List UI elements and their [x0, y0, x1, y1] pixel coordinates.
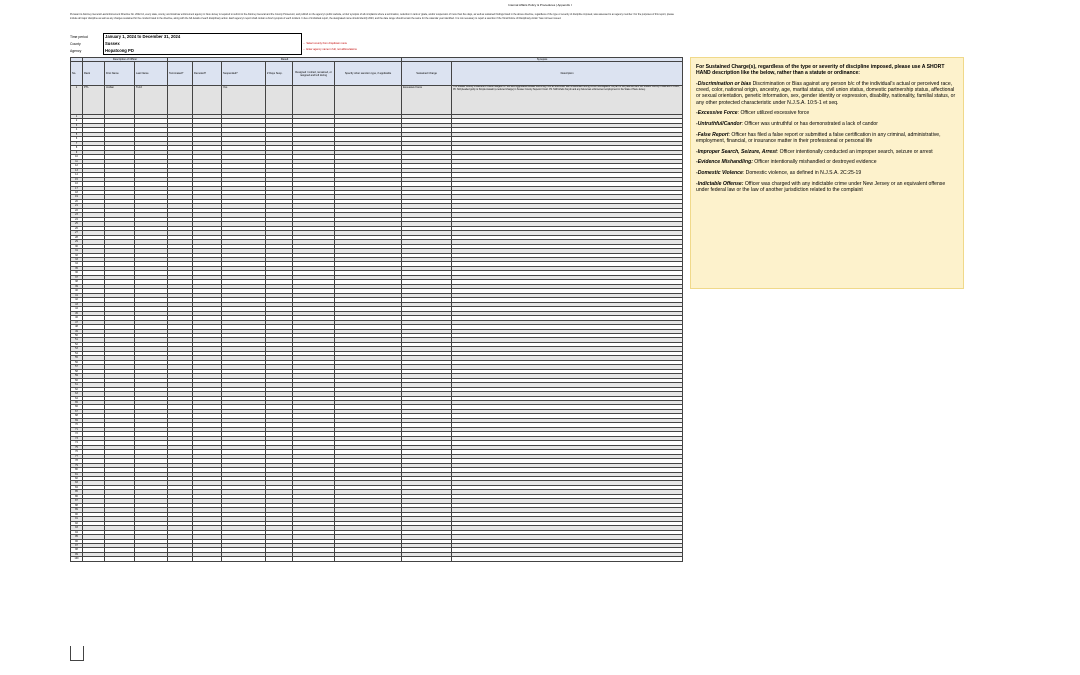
row-number: 37: [71, 275, 83, 279]
entry-cell[interactable]: [335, 557, 402, 561]
row-number: 78: [71, 459, 83, 463]
col-specify: Specify other sanction type, if applicable: [335, 62, 402, 86]
row-number: 61: [71, 383, 83, 387]
row-number: 13: [71, 168, 83, 172]
row-number: 85: [71, 490, 83, 494]
row-number: 19: [71, 195, 83, 199]
col-first-name: First Name: [105, 62, 135, 86]
row-number: 66: [71, 405, 83, 409]
legend-text: : Domestic violence, as defined in N.J.S.A. 2C:25-19: [742, 169, 862, 176]
row-number: 88: [71, 503, 83, 507]
row-number: 34: [71, 262, 83, 266]
row-number: 11: [71, 159, 83, 163]
legend-text: : Officer was untruthful or has demonstrated a lack of candor: [741, 120, 878, 127]
col-demoted: Demoted?: [193, 62, 222, 86]
county-note: ← Select county from dropdown menu: [303, 42, 348, 45]
col-rank: Rank: [83, 62, 105, 86]
row-number: 43: [71, 302, 83, 306]
county-value[interactable]: Sussex: [105, 41, 120, 46]
row-number: 59: [71, 374, 83, 378]
row-number: 72: [71, 432, 83, 436]
group-outcome: Result: [168, 58, 402, 62]
legend-item: [696, 132, 958, 144]
row-number: 15: [71, 177, 83, 181]
entry-cell[interactable]: [135, 557, 168, 561]
row-number: 26: [71, 226, 83, 230]
row-number: 30: [71, 244, 83, 248]
entry-cell[interactable]: [452, 557, 683, 561]
row-number: 98: [71, 548, 83, 552]
example-desc: The Sussex County Prosecutor's Office charged Ptl. Still with Aggravated Assault stemming from an encounter with a defendant during a DWI investigation. As part of the plea and with the Sussex County Prosecutor's Office, Ptl. Still pleaded guilty to Simple Assault (a reduced charge) in Sussex County Superior Court. Ptl. Still forfeits his job and any future law enforcement employment in the State of New Jersey.: [452, 86, 683, 115]
entry-cell[interactable]: [222, 557, 266, 561]
agency-note: ← Enter agency name in full, not abbreviations: [303, 48, 357, 51]
row-number: 80: [71, 468, 83, 472]
table-tail: [70, 646, 84, 661]
example-demoted: [193, 86, 222, 115]
entry-cell[interactable]: [168, 557, 193, 561]
legend-term: -Untruthful/Candor: [696, 120, 742, 127]
col-description: Description: [452, 62, 683, 86]
row-number: 97: [71, 544, 83, 548]
row-number: 90: [71, 512, 83, 516]
row-number: 33: [71, 258, 83, 262]
row-number: 87: [71, 499, 83, 503]
row-number: 79: [71, 463, 83, 467]
row-number: 99: [71, 552, 83, 556]
discipline-table: [70, 57, 683, 562]
row-number: 32: [71, 253, 83, 257]
row-number: 27: [71, 231, 83, 235]
row-number: 55: [71, 356, 83, 360]
row-number: 46: [71, 316, 83, 320]
row-number: 41: [71, 293, 83, 297]
row-number: 67: [71, 409, 83, 413]
example-resigned: [293, 86, 335, 115]
row-number: 63: [71, 392, 83, 396]
row-number: 54: [71, 351, 83, 355]
row-number: 18: [71, 190, 83, 194]
row-number: 20: [71, 199, 83, 203]
row-number: 77: [71, 454, 83, 458]
example-no: 1: [71, 86, 83, 115]
row-number: 22: [71, 208, 83, 212]
row-number: 57: [71, 365, 83, 369]
row-number: 56: [71, 360, 83, 364]
row-number: 21: [71, 204, 83, 208]
legend-item: [696, 181, 958, 193]
row-number: 58: [71, 369, 83, 373]
row-number: 42: [71, 298, 83, 302]
legend-term: -Discrimination or bias: [696, 80, 752, 87]
row-number: 1: [71, 115, 83, 119]
document-header: Internal Affairs Policy & Procedures | Appendix I: [508, 3, 572, 7]
legend-term: -Excessive Force: [696, 110, 738, 117]
row-number: 73: [71, 436, 83, 440]
entry-cell[interactable]: [83, 557, 105, 561]
legend-text: Officer intentionally mishandled or destroyed evidence: [752, 159, 877, 166]
legend-term: -False Report: [696, 131, 729, 138]
charge-legend: [690, 57, 964, 289]
row-number: 60: [71, 378, 83, 382]
row-number: 8: [71, 146, 83, 150]
label-time-period: Time period: [70, 35, 88, 39]
row-number: 24: [71, 217, 83, 221]
row-number: 23: [71, 213, 83, 217]
row-number: 100: [71, 557, 83, 561]
row-number: 17: [71, 186, 83, 190]
row-number: 48: [71, 325, 83, 329]
row-number: 69: [71, 418, 83, 422]
example-rank: PTL: [83, 86, 105, 115]
entry-cell[interactable]: [402, 557, 452, 561]
row-number: 28: [71, 235, 83, 239]
legend-heading: For Sustained Charge(s), regardless of the type or severity of discipline imposed, please use A SHORT HAND description like the below, rather than a statute or ordinance:: [696, 64, 945, 77]
col-days: # Days Susp.: [266, 62, 293, 86]
legend-term: -Evidence Mishandling:: [696, 159, 753, 166]
legend-item: [696, 170, 958, 176]
row-number: 35: [71, 266, 83, 270]
row-number: 52: [71, 342, 83, 346]
row-number: 10: [71, 155, 83, 159]
row-number: 9: [71, 150, 83, 154]
row-number: 89: [71, 508, 83, 512]
example-first: Jordan: [105, 86, 135, 115]
row-number: 91: [71, 517, 83, 521]
row-number: 14: [71, 173, 83, 177]
entry-cell[interactable]: [293, 557, 335, 561]
row-number: 31: [71, 249, 83, 253]
row-number: 39: [71, 284, 83, 288]
row-number: 70: [71, 423, 83, 427]
legend-text: Officer was charged with any indictable crime under New Jersey or an equivalent offense under federal law or the law of another jurisdiction related to the complaint: [696, 180, 946, 193]
row-number: 71: [71, 427, 83, 431]
row-number: 51: [71, 338, 83, 342]
col-resigned: Resigned / retired, remained, or resigned and left during: [293, 62, 335, 86]
group-synopsis: Synopsis: [402, 58, 683, 62]
row-number: 95: [71, 535, 83, 539]
row-number: 64: [71, 396, 83, 400]
legend-item: [696, 159, 958, 165]
example-charge: Excessive Force: [402, 86, 452, 115]
table-row: [71, 557, 683, 561]
legend-text: : Officer utilized excessive force: [737, 110, 810, 117]
row-number: 75: [71, 445, 83, 449]
entry-cell[interactable]: [105, 557, 135, 561]
example-suspended: Yes: [222, 86, 266, 115]
legend-item: [696, 81, 958, 106]
legend-term: -Domestic Violence: [696, 169, 743, 176]
row-number: 45: [71, 311, 83, 315]
row-number: 36: [71, 271, 83, 275]
example-days: [266, 86, 293, 115]
row-number: 6: [71, 137, 83, 141]
row-number: 76: [71, 450, 83, 454]
entry-cell[interactable]: [266, 557, 293, 561]
col-no: No.: [71, 62, 83, 86]
example-specify: [335, 86, 402, 115]
row-number: 25: [71, 222, 83, 226]
example-last: Tuzzi: [135, 86, 168, 115]
row-number: 40: [71, 289, 83, 293]
time-period-value[interactable]: January 1, 2024 to December 31, 2024: [105, 34, 181, 39]
row-number: 2: [71, 119, 83, 123]
legend-term: -Improper Search, Seizure, Arrest: [696, 148, 777, 155]
example-row: [71, 86, 683, 115]
row-number: 62: [71, 387, 83, 391]
legend-item: [696, 149, 958, 155]
row-number: 7: [71, 141, 83, 145]
label-agency: Agency: [70, 49, 82, 53]
row-number: 92: [71, 521, 83, 525]
row-number: 94: [71, 530, 83, 534]
row-number: 12: [71, 164, 83, 168]
row-number: 81: [71, 472, 83, 476]
row-number: 86: [71, 494, 83, 498]
row-number: 50: [71, 333, 83, 337]
row-number: 74: [71, 441, 83, 445]
row-number: 53: [71, 347, 83, 351]
col-charge: Sustained Charge: [402, 62, 452, 86]
legend-text: : Officer has filed a false report or submitted a false certification in any criminal, administrative, employment, financial, or insurance matter in their professional or personal life: [696, 131, 941, 144]
row-number: 68: [71, 414, 83, 418]
example-terminated: [168, 86, 193, 115]
row-number: 96: [71, 539, 83, 543]
group-employee: Description of Officer: [83, 58, 168, 62]
col-suspended: Suspended?: [222, 62, 266, 86]
row-number: 82: [71, 476, 83, 480]
row-number: 83: [71, 481, 83, 485]
col-terminated: Terminated?: [168, 62, 193, 86]
row-number: 16: [71, 182, 83, 186]
label-county: County: [70, 42, 81, 46]
row-number: 47: [71, 320, 83, 324]
row-number: 65: [71, 401, 83, 405]
row-number: 49: [71, 329, 83, 333]
legend-item: [696, 110, 958, 116]
row-number: 84: [71, 485, 83, 489]
row-number: 3: [71, 123, 83, 127]
row-number: 5: [71, 132, 83, 136]
legend-text: : Officer intentionally conducted an improper search, seizure or arrest: [776, 148, 933, 155]
col-last-name: Last Name: [135, 62, 168, 86]
legend-text: Discrimination or Bias against any person b/c of the individual's actual or perceived race, creed, color, national origin, ancestry, age, marital status, civil union status, domestic partnership status, affectional or sexual orientation, genetic information, sex, gender identity or expression, disability, nationality, familial status, or any other protected characteristic under N.J.S.A. 10:5-1 et seq.: [696, 80, 956, 106]
row-number: 93: [71, 526, 83, 530]
legend-term: -Indictable Offense:: [696, 180, 744, 187]
row-number: 44: [71, 307, 83, 311]
legend-item: [696, 121, 958, 127]
row-number: 38: [71, 280, 83, 284]
agency-value[interactable]: Hopatcong PD: [105, 47, 134, 53]
row-number: 4: [71, 128, 83, 132]
row-number: 29: [71, 240, 83, 244]
entry-cell[interactable]: [193, 557, 222, 561]
intro-paragraph: Pursuant to Attorney General Law Enforcement Directive No. 2022-14, every state, county, and local law enforcement agency in New Jersey is required to submit to the Attorney General and the County Prosecutor, and publish on the agency's public website, a brief synopsis of all complaints where a termination, reduction in rank or grade, and/or suspension of more than five days, as well as sustained findings listed in the above directive, regardless of the type or severity of discipline imposed, was assessed to an agency member. For the purposes of this report, please include all major discipline as well as any charges sustained for the conduct listed in the directive, along with the full details of each disciplinary action. Each agency's report shall contain a brief synopsis of each incident. In lieu of individual report, the designated name should identify 2023, and the date range should remain the same for the calendar year identified. It is not necessary to report a sanction if the 'Final Notice of Disciplinary Action' has not been issued.: [70, 13, 674, 20]
